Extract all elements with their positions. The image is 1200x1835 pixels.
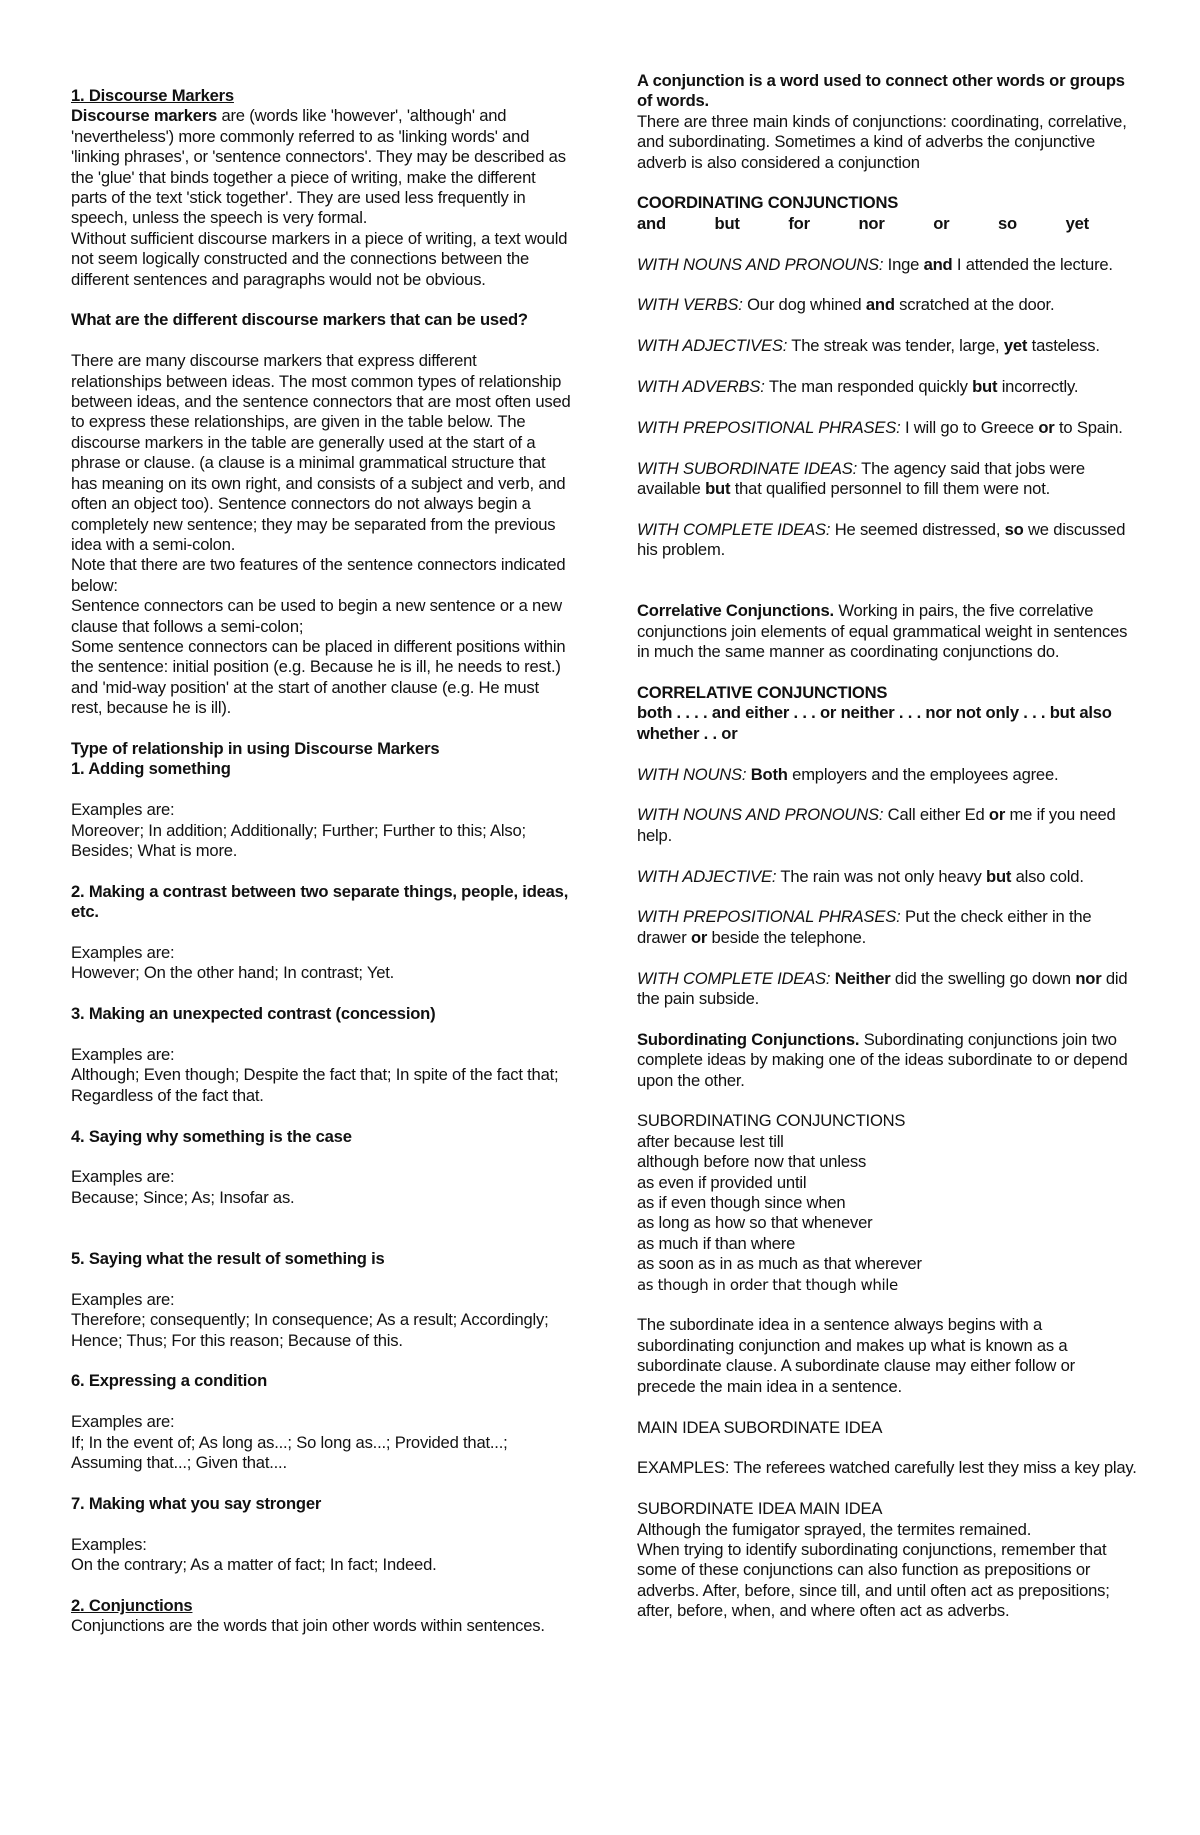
coordinating-words: [637, 214, 1089, 234]
left-column: [71, 0, 571, 1637]
coordinating-example: WITH ADVERBS: The man responded quickly but incorrectly.: [637, 377, 1079, 397]
correlative-intro: Correlative Conjunctions. Working in pairs, the five correlative conjunctions join elements of equal grammatical weight in sentences in much the same manner as coordinating conjunctions do.: [637, 601, 1128, 662]
correlative-example: WITH NOUNS AND PRONOUNS: Call either Ed or me if you need help.: [637, 805, 1116, 845]
coordinating-word: but: [714, 213, 740, 233]
note-paragraph: Note that there are two features of the sentence connectors indicated below:: [71, 555, 566, 595]
subordinating-heading: SUBORDINATING CONJUNCTIONS: [637, 1111, 906, 1131]
discourse-intro-text: are (words like 'however', 'although' and 'nevertheless') more commonly referred to as 'linking words' and 'linking phrases', or 'sentence connectors'. They may be described as the 'glue' that binds together a piece of writing, make the different parts of the text 'stick together'. They are used less frequently in speech, unless the speech is very formal.: [71, 106, 566, 228]
subordinating-intro: Subordinating Conjunctions. Subordinating conjunctions join two complete ideas by making one of the ideas subordinate to or depend upon the other.: [637, 1029, 1128, 1090]
coordinating-word: yet: [1065, 213, 1089, 233]
type-1-examples: Moreover; In addition; Additionally; Further; Further to this; Also; Besides; What is more.: [71, 820, 526, 860]
type-3-examples: Although; Even though; Despite the fact that; In spite of the fact that; Regardless of the fact that.: [71, 1065, 559, 1105]
subordinate-examples: EXAMPLES: The referees watched carefully lest they miss a key play.: [637, 1458, 1137, 1478]
subordinating-line: as soon as in as much as that wherever: [637, 1254, 922, 1274]
type-5-examples: Therefore; consequently; In consequence; As a result; Accordingly; Hence; Thus; For this reason; Because of this.: [71, 1310, 549, 1350]
subordinating-line: as long as how so that whenever: [637, 1213, 873, 1233]
conjunctions-heading: 2. Conjunctions: [71, 1595, 193, 1615]
coordinating-heading: COORDINATING CONJUNCTIONS: [637, 193, 899, 213]
subordinating-line: as even if provided until: [637, 1172, 807, 1192]
discourse-markers-term: Discourse markers: [71, 106, 218, 126]
coordinating-word: for: [788, 213, 810, 233]
correlative-example: WITH ADJECTIVE: The rain was not only heavy but also cold.: [637, 866, 1084, 886]
correlative-heading: CORRELATIVE CONJUNCTIONS: [637, 683, 888, 703]
type-4-label: Examples are:: [71, 1167, 175, 1187]
type-1-title: 1. Adding something: [71, 759, 231, 779]
type-6-title: 6. Expressing a condition: [71, 1371, 268, 1391]
coordinating-example: WITH NOUNS AND PRONOUNS: Inge and I attended the lecture.: [637, 254, 1113, 274]
coordinating-example: WITH VERBS: Our dog whined and scratched at the door.: [637, 295, 1055, 315]
subordinating-line: as though in order that though while: [637, 1275, 898, 1294]
subordinating-line: although before now that unless: [637, 1152, 867, 1172]
type-5-title: 5. Saying what the result of something is: [71, 1248, 385, 1268]
without-markers-paragraph: Without sufficient discourse markers in a piece of writing, a text would not seem logically constructed and the connections between the different sentences and paragraphs would not be obvious.: [71, 228, 568, 289]
coordinating-word: or: [933, 213, 950, 233]
relationships-paragraph: There are many discourse markers that express different relationships between ideas. The most common types of relationship between ideas, and the sentence connectors that are most often used to express these relationships, are given in the table below. The discourse markers in the table are generally used at the start of a phrase or clause. (a clause is a minimal grammatical structure that has meaning on its own right, and consists of a subject and verb, and often an object too). Sentence connectors do not always begin a completely new sentence; they may be separated from the previous idea with a semi-colon.: [71, 351, 571, 554]
type-4-title: 4. Saying why something is the case: [71, 1126, 352, 1146]
type-5-label: Examples are:: [71, 1289, 175, 1309]
type-7-examples: On the contrary; As a matter of fact; In fact; Indeed.: [71, 1554, 437, 1574]
identify-note-paragraph: When trying to identify subordinating conjunctions, remember that some of these conjunctions can also function as prepositions or adverbs. After, before, since till, and until often act as prepositions; after, before, when, and where often act as adverbs.: [637, 1539, 1110, 1621]
correlative-words: both . . . . and either . . . or neither . . . nor not only . . . but also whether . . or: [637, 703, 1112, 743]
type-6-examples: If; In the event of; As long as...; So long as...; Provided that...; Assuming that...; Given that....: [71, 1432, 508, 1472]
type-4-examples: Because; Since; As; Insofar as.: [71, 1187, 295, 1207]
subordinating-line: as if even though since when: [637, 1193, 846, 1213]
type-2-title: 2. Making a contrast between two separate things, people, ideas, etc.: [71, 881, 569, 922]
conjunction-definition: A conjunction is a word used to connect other words or groups of words.: [637, 71, 1125, 111]
type-6-label: Examples are:: [71, 1412, 175, 1432]
feature-1-paragraph: Sentence connectors can be used to begin a new sentence or a new clause that follows a semi-colon;: [71, 596, 562, 636]
coordinating-word: so: [998, 213, 1017, 233]
feature-2-paragraph: Some sentence connectors can be placed in different positions within the sentence: initial position (e.g. Because he is ill, he needs to rest.) and 'mid-way position' at the start of another clause (e.g. He must rest, because he is ill).: [71, 636, 566, 718]
order-main-subordinate: MAIN IDEA SUBORDINATE IDEA: [637, 1417, 883, 1437]
correlative-example: WITH PREPOSITIONAL PHRASES: Put the check either in the drawer or beside the telephone.: [637, 907, 1092, 947]
discourse-question-heading: What are the different discourse markers that can be used?: [71, 310, 528, 330]
coordinating-example: WITH ADJECTIVES: The streak was tender, large, yet tasteless.: [637, 336, 1100, 356]
coordinating-word: and: [637, 213, 666, 233]
type-7-label: Examples:: [71, 1534, 147, 1554]
discourse-intro-paragraph: [71, 106, 571, 228]
coordinating-example: WITH SUBORDINATE IDEAS: The agency said that jobs were available but that qualified personnel to fill them were not.: [637, 458, 1085, 499]
order-subordinate-main: SUBORDINATE IDEA MAIN IDEA: [637, 1499, 883, 1519]
type-3-title: 3. Making an unexpected contrast (concession): [71, 1004, 436, 1024]
coordinating-example: WITH COMPLETE IDEAS: He seemed distressed, so we discussed his problem.: [637, 519, 1126, 560]
type-2-examples: However; On the other hand; In contrast; Yet.: [71, 963, 395, 983]
right-column: [637, 0, 1137, 1622]
subordinate-example-2: Although the fumigator sprayed, the termites remained.: [637, 1519, 1032, 1539]
conjunction-kinds-paragraph: There are three main kinds of conjunctions: coordinating, correlative, and subordinating. Sometimes a kind of adverbs the conjunctive adverb is also considered a conjunction: [637, 111, 1127, 172]
subordinate-explanation: The subordinate idea in a sentence always begins with a subordinating conjunction and makes up what is known as a subordinate clause. A subordinate clause may either follow or precede the main idea in a sentence.: [637, 1315, 1075, 1396]
type-2-label: Examples are:: [71, 942, 175, 962]
subordinating-line: as much if than where: [637, 1233, 796, 1253]
relationship-types-heading: Type of relationship in using Discourse Markers: [71, 738, 440, 758]
coordinating-word: nor: [858, 213, 885, 233]
type-1-label: Examples are:: [71, 800, 175, 820]
discourse-markers-heading: 1. Discourse Markers: [71, 86, 234, 105]
subordinating-line: after because lest till: [637, 1131, 784, 1151]
conjunctions-intro: Conjunctions are the words that join other words within sentences.: [71, 1616, 545, 1636]
type-3-label: Examples are:: [71, 1044, 175, 1064]
correlative-example: WITH NOUNS: Both employers and the employees agree.: [637, 764, 1059, 784]
coordinating-example: WITH PREPOSITIONAL PHRASES: I will go to Greece or to Spain.: [637, 417, 1123, 437]
correlative-example: WITH COMPLETE IDEAS: Neither did the swelling go down nor did the pain subside.: [637, 968, 1128, 1009]
type-7-title: 7. Making what you say stronger: [71, 1493, 322, 1513]
